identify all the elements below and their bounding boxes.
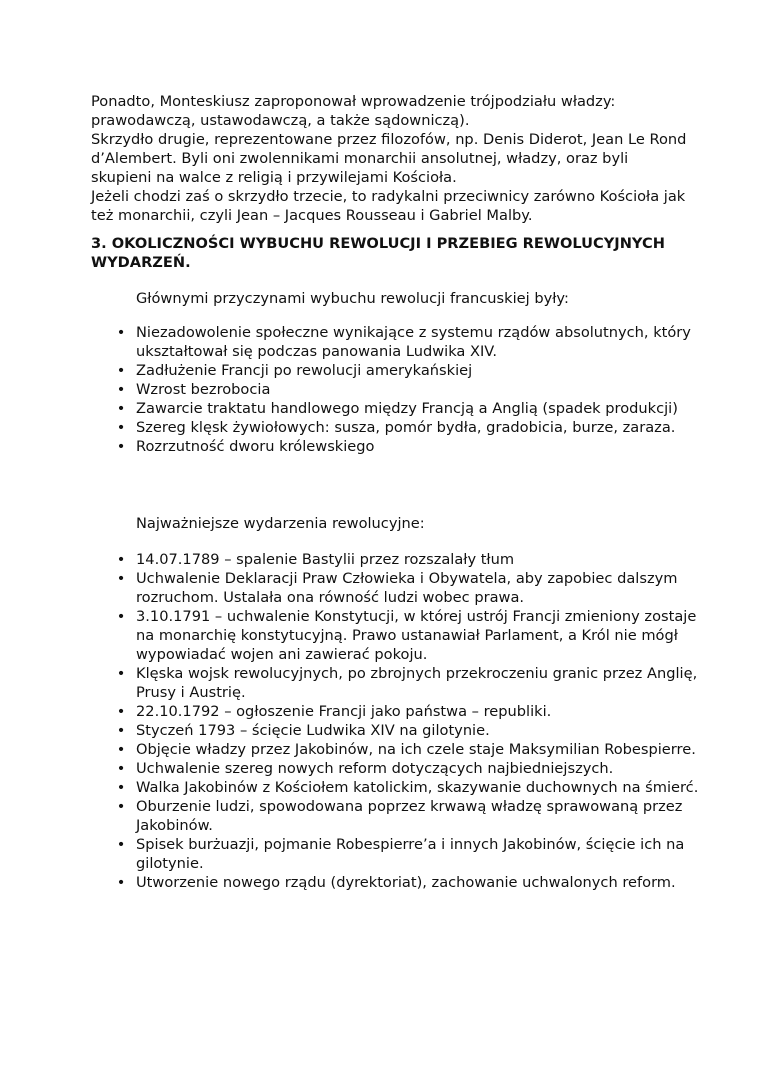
bullet-icon: •	[116, 551, 126, 568]
cause-text: Wzrost bezrobocia	[136, 381, 271, 398]
bullet-icon: •	[116, 381, 126, 398]
list-item	[0, 569, 700, 607]
bullet-icon: •	[116, 722, 126, 739]
list-item	[0, 418, 700, 437]
bullet-icon: •	[116, 324, 126, 341]
list-item	[0, 607, 700, 664]
event-text: 3.10.1791 – uchwalenie Konstytucji, w której ustrój Francji zmieniony zostaje na monarchię konstytucyjną. Prawo ustanawiał Parlament, a Król nie mógł wypowiadać wojen ani zawierać pokoju.	[136, 608, 697, 663]
bullet-icon: •	[116, 665, 126, 682]
list-item	[0, 759, 700, 778]
list-item	[0, 721, 700, 740]
list-item	[0, 323, 700, 361]
cause-text: Zawarcie traktatu handlowego między Francją a Anglią (spadek produkcji)	[136, 400, 678, 417]
event-text: Utworzenie nowego rządu (dyrektoriat), zachowanie uchwalonych reform.	[136, 874, 676, 891]
event-text: Uchwalenie szereg nowych reform dotyczących najbiedniejszych.	[136, 760, 614, 777]
intro-paragraph-second-wing: Skrzydło drugie, reprezentowane przez filozofów, np. Denis Diderot, Jean Le Rond d’Alembert. Byli oni zwolennikami monarchii ansolutnej, władzy, oraz byli skupieni na walce z religią i przywilejami Kościoła.	[91, 131, 687, 186]
event-text: Oburzenie ludzi, spowodowana poprzez krwawą władzę sprawowaną przez Jakobinów.	[136, 798, 683, 834]
event-text: Spisek burżuazji, pojmanie Robespierre’a i innych Jakobinów, ścięcie ich na gilotynie.	[136, 836, 685, 872]
bullet-icon: •	[116, 779, 126, 796]
event-text: 14.07.1789 – spalenie Bastylii przez rozszalały tłum	[136, 551, 515, 568]
events-intro: Najważniejsze wydarzenia rewolucyjne:	[136, 515, 425, 532]
bullet-icon: •	[116, 741, 126, 758]
bullet-icon: •	[116, 438, 126, 455]
bullet-icon: •	[116, 836, 126, 853]
intro-paragraphs	[91, 92, 691, 225]
bullet-icon: •	[116, 419, 126, 436]
list-item	[0, 778, 700, 797]
intro-paragraph-third-wing: Jeżeli chodzi zaś o skrzydło trzecie, to radykalni przeciwnicy zarówno Kościoła jak też monarchii, czyli Jean – Jacques Rousseau i Gabriel Malby.	[91, 188, 686, 224]
list-item	[0, 380, 700, 399]
causes-intro: Głównymi przyczynami wybuchu rewolucji francuskiej były:	[136, 290, 569, 307]
list-item	[0, 399, 700, 418]
cause-text: Szereg klęsk żywiołowych: susza, pomór bydła, gradobicia, burze, zaraza.	[136, 419, 676, 436]
event-text: Uchwalenie Deklaracji Praw Człowieka i Obywatela, aby zapobiec dalszym rozruchom. Ustalała ona równość ludzi wobec prawa.	[136, 570, 678, 606]
bullet-icon: •	[116, 400, 126, 417]
list-item	[0, 702, 700, 721]
intro-paragraph-montesquieu: Ponadto, Monteskiusz zaproponował wprowadzenie trójpodziału władzy: prawodawczą, ustawodawczą, a także sądowniczą).	[91, 93, 616, 129]
bullet-icon: •	[116, 608, 126, 625]
event-text: Styczeń 1793 – ścięcie Ludwika XIV na gilotynie.	[136, 722, 490, 739]
cause-text: Zadłużenie Francji po rewolucji amerykańskiej	[136, 362, 473, 379]
list-item	[0, 437, 700, 456]
bullet-icon: •	[116, 362, 126, 379]
list-item	[0, 361, 700, 380]
event-text: 22.10.1792 – ogłoszenie Francji jako państwa – republiki.	[136, 703, 552, 720]
events-list	[0, 550, 700, 892]
list-item	[0, 835, 700, 873]
cause-text: Niezadowolenie społeczne wynikające z systemu rządów absolutnych, który ukształtował się podczas panowania Ludwika XIV.	[136, 324, 691, 360]
section-heading: 3. OKOLICZNOŚCI WYBUCHU REWOLUCJI I PRZEBIEG REWOLUCYJNYCH WYDARZEŃ.	[91, 235, 665, 271]
bullet-icon: •	[116, 874, 126, 891]
bullet-icon: •	[116, 570, 126, 587]
causes-list	[0, 323, 700, 456]
event-text: Klęska wojsk rewolucyjnych, po zbrojnych przekroczeniu granic przez Anglię, Prusy i Austrię.	[136, 665, 698, 701]
bullet-icon: •	[116, 798, 126, 815]
list-item	[0, 664, 700, 702]
bullet-icon: •	[116, 760, 126, 777]
list-item	[0, 797, 700, 835]
bullet-icon: •	[116, 703, 126, 720]
event-text: Objęcie władzy przez Jakobinów, na ich czele staje Maksymilian Robespierre.	[136, 741, 696, 758]
cause-text: Rozrzutność dworu królewskiego	[136, 438, 375, 455]
list-item	[0, 740, 700, 759]
event-text: Walka Jakobinów z Kościołem katolickim, skazywanie duchownych na śmierć.	[136, 779, 699, 796]
list-item	[0, 873, 700, 892]
list-item	[0, 550, 700, 569]
